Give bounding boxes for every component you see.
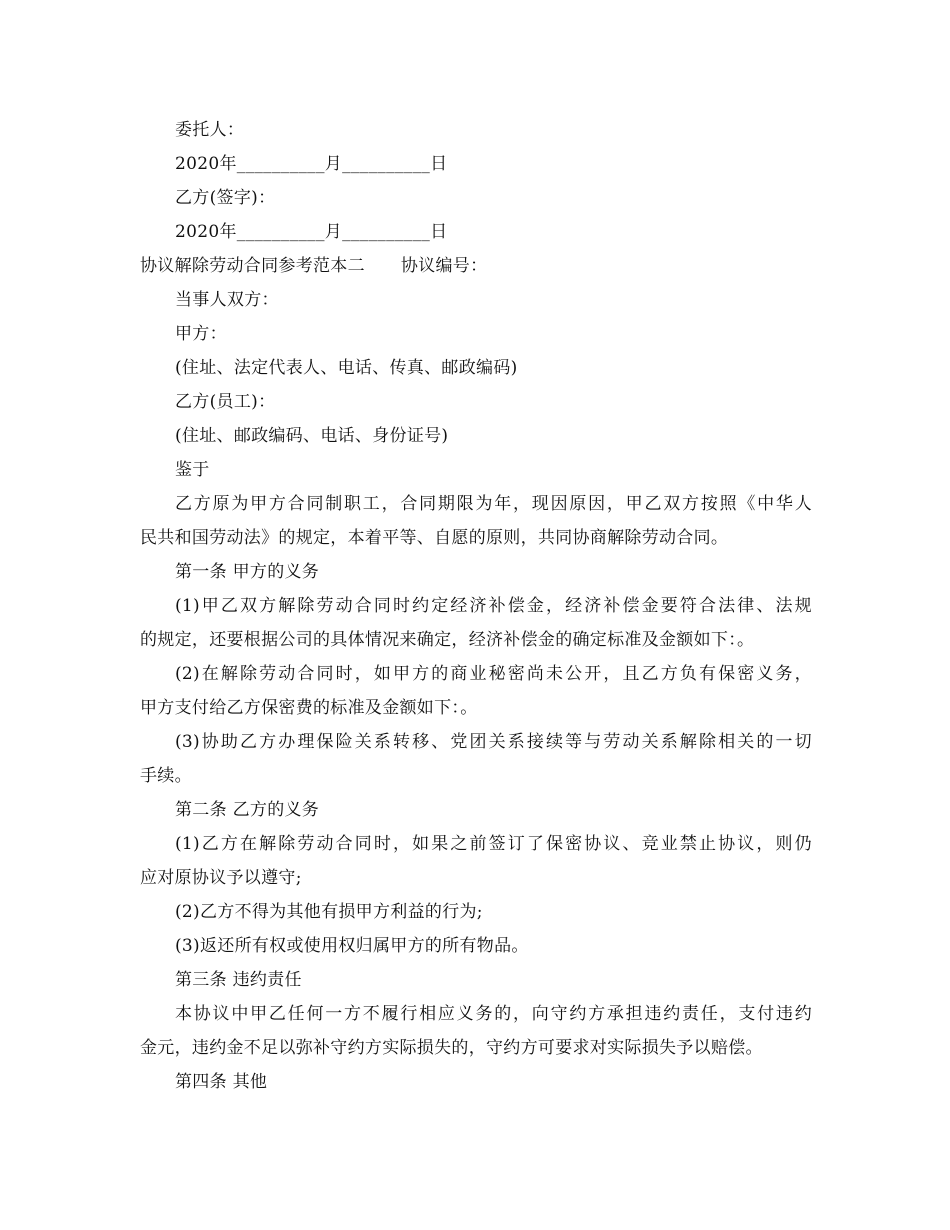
paragraph-line: 本协议中甲乙任何一方不履行相应义务的，向守约方承担违约责任，支付违约 [175,1004,812,1024]
paragraph-line: 甲方支付给乙方保密费的标准及金额如下：。 [140,698,478,718]
party-b-details: (住址、邮政编码、电话、身份证号) [175,426,449,446]
party-b-label: 乙方(员工)： [175,392,276,412]
paragraph-line: 乙方原为甲方合同制职工，合同期限为年，现因原因，甲乙双方按照《中华人 [175,494,812,514]
article-heading: 第三条 违约责任 [175,970,302,990]
whereas-label: 鉴于 [175,460,210,480]
date-line: 2020年__________月__________日 [175,222,448,242]
article-heading: 第二条 乙方的义务 [175,800,320,820]
paragraph-line: (3)协助乙方办理保险关系转移、党团关系接续等与劳动关系解除相关的一切 [175,732,812,752]
paragraph-line: 民共和国劳动法》的规定，本着平等、自愿的原则，共同协商解除劳动合同。 [140,528,729,548]
paragraph-line: 的规定，还要根据公司的具体情况来确定，经济补偿金的确定标准及金额如下：。 [140,630,755,650]
paragraph-line: 应对原协议予以遵守; [140,868,302,888]
document-title: 协议解除劳动合同参考范本二 [140,256,365,276]
entrustor-label: 委托人： [175,120,245,140]
paragraph-line: 金元，违约金不足以弥补守约方实际损失的，守约方可要求对实际损失予以赔偿。 [140,1038,763,1058]
paragraph-line: 手续。 [140,766,192,786]
paragraph-line: (1)乙方在解除劳动合同时，如果之前签订了保密协议、竞业禁止协议，则仍 [175,834,812,854]
document-title-line [140,255,812,277]
party-b-signature-label: 乙方(签字)： [175,188,276,208]
paragraph-line: (2)乙方不得为其他有损甲方利益的行为; [175,902,483,922]
article-heading: 第四条 其他 [175,1072,268,1092]
agreement-number-label: 协议编号： [400,256,488,276]
party-a-details: (住址、法定代表人、电话、传真、邮政编码) [175,358,518,378]
date-line: 2020年__________月__________日 [175,154,448,174]
paragraph-line: (2)在解除劳动合同时，如甲方的商业秘密尚未公开，且乙方负有保密义务， [175,664,812,684]
article-heading: 第一条 甲方的义务 [175,562,320,582]
paragraph-line: (1)甲乙双方解除劳动合同时约定经济补偿金，经济补偿金要符合法律、法规 [175,596,812,616]
paragraph-line: (3)返还所有权或使用权归属甲方的所有物品。 [175,936,529,956]
parties-label: 当事人双方： [175,290,279,310]
party-a-label: 甲方： [175,324,227,344]
